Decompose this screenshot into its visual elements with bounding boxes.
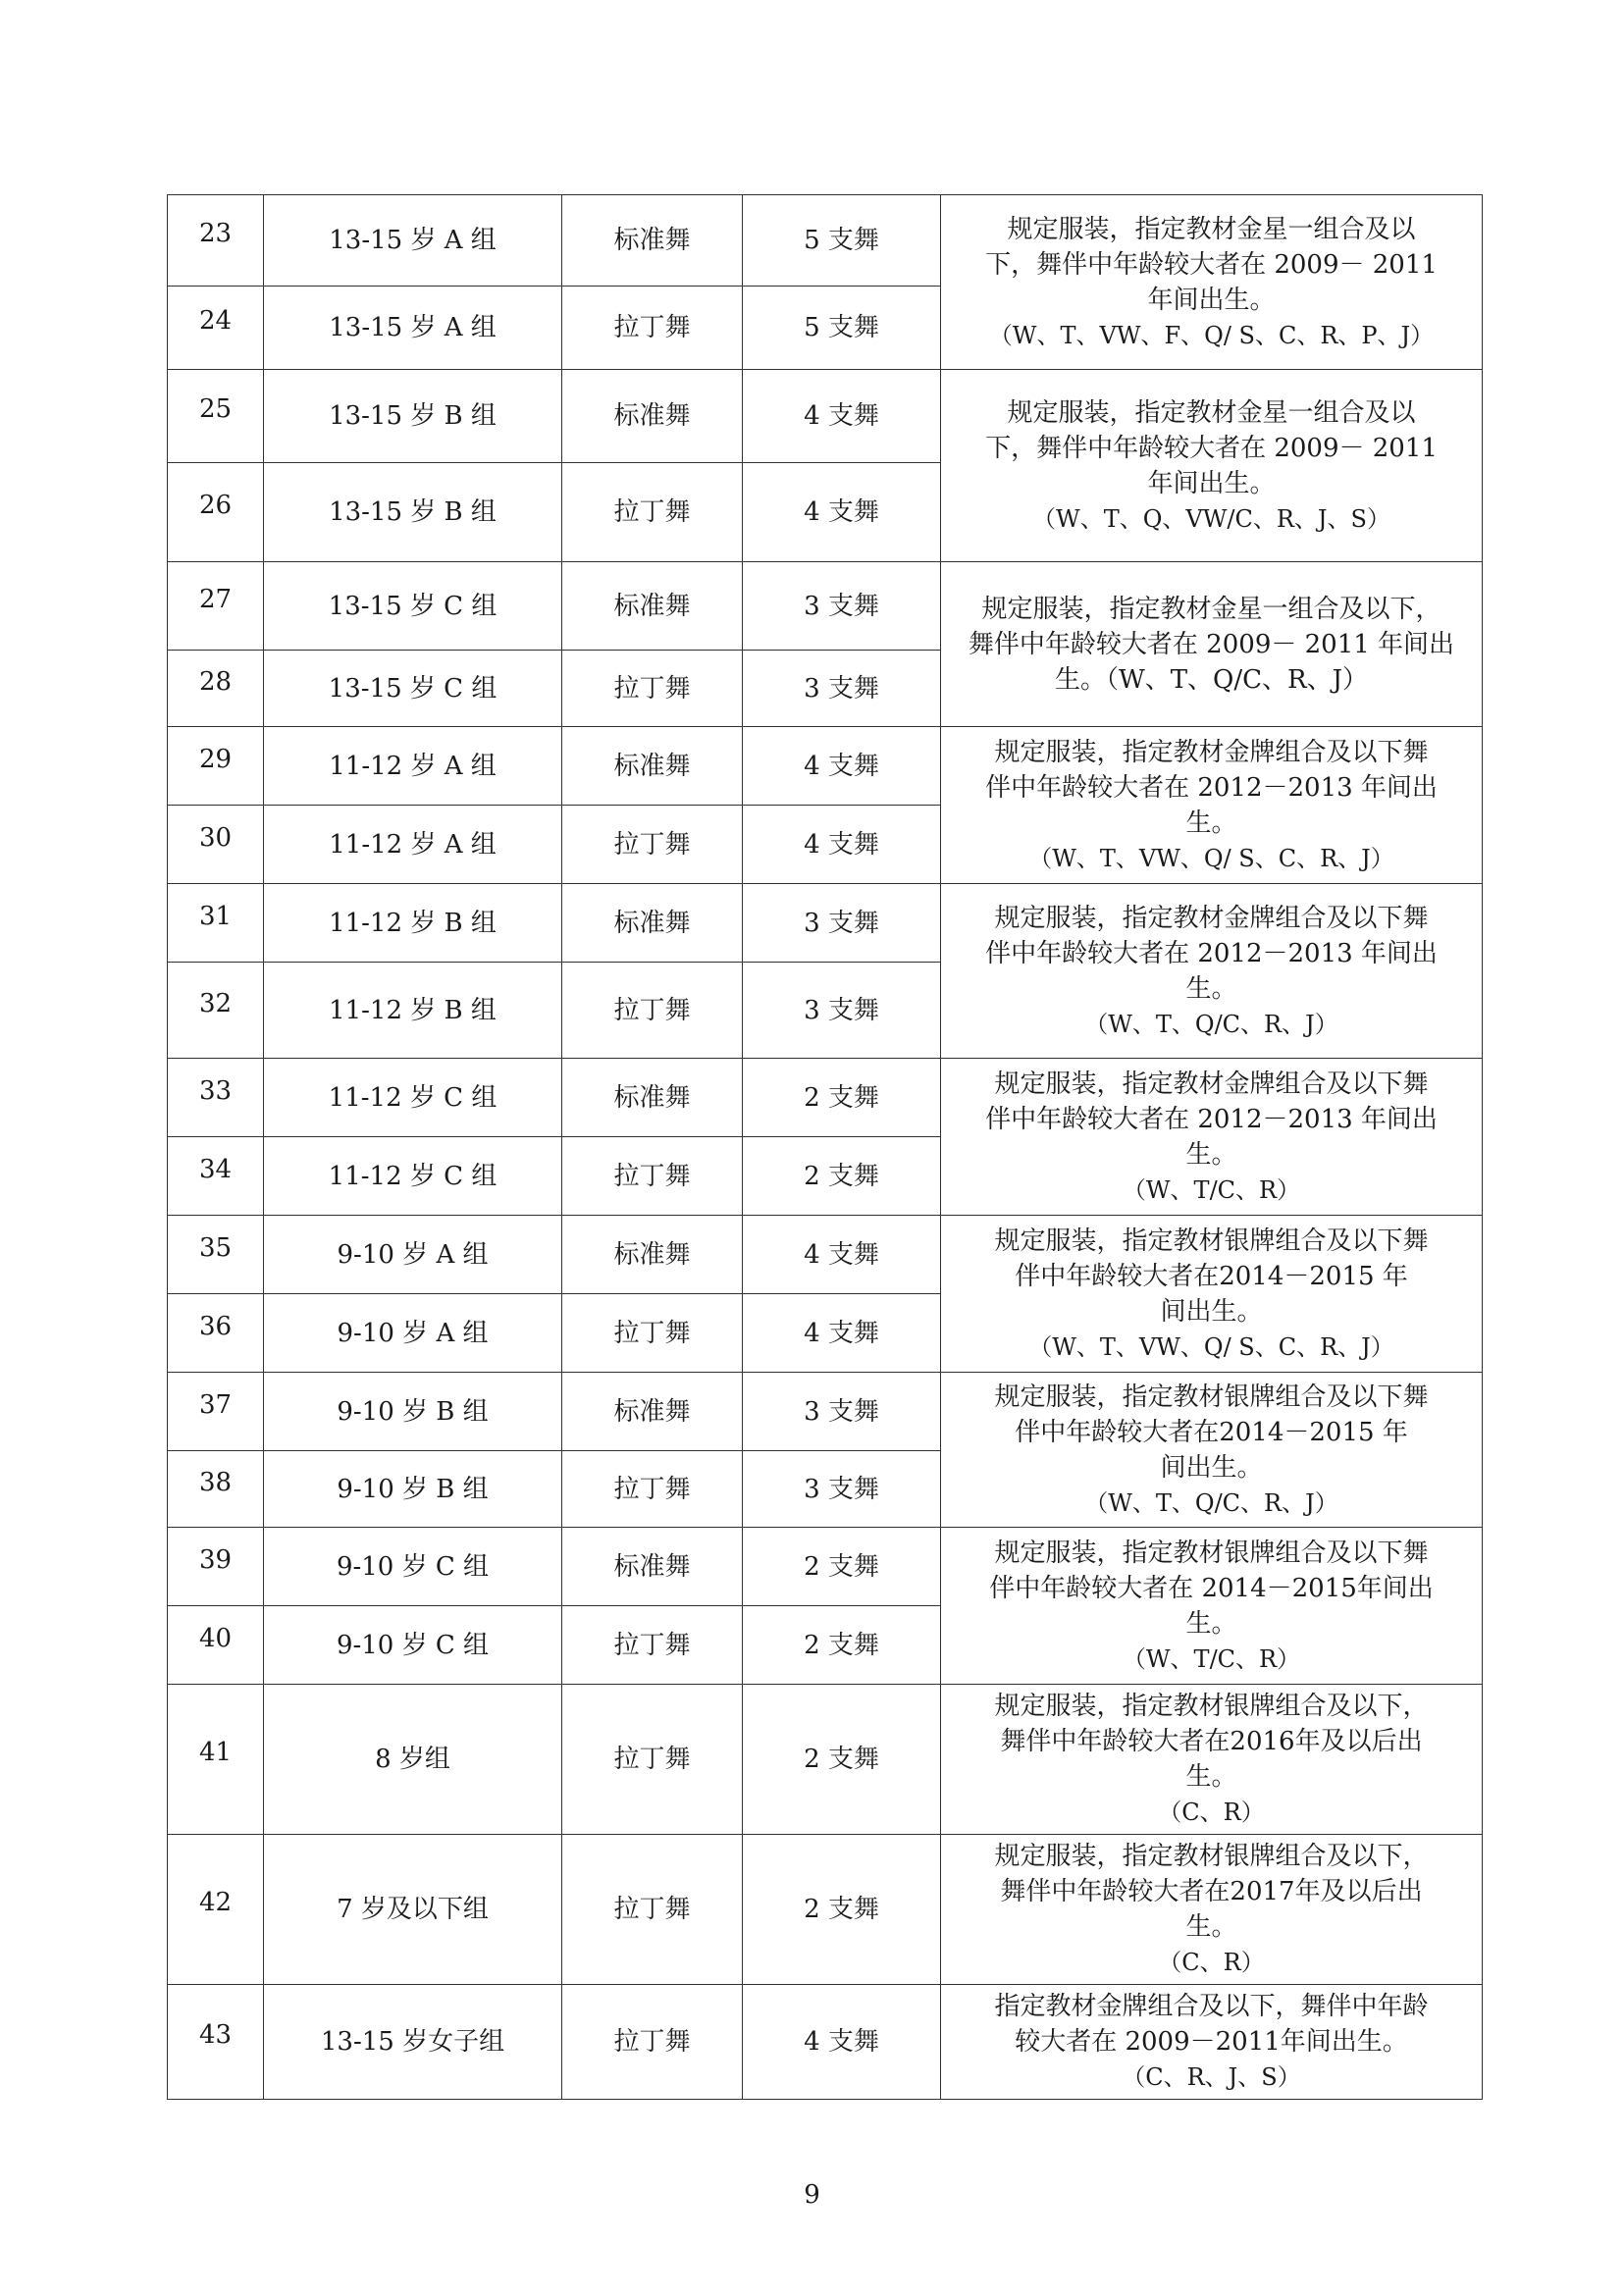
dance-codes: （W、T、Q/C、R、J） xyxy=(1084,1010,1338,1038)
table-row xyxy=(168,727,1483,806)
dance-count: 4 支舞 xyxy=(743,806,941,884)
dance-codes: （C、R） xyxy=(1158,1949,1265,1976)
row-number: 43 xyxy=(168,1985,264,2100)
age-group: 11-12 岁 B 组 xyxy=(264,884,562,963)
dance-type: 拉丁舞 xyxy=(562,1835,743,1985)
dance-count: 2 支舞 xyxy=(743,1606,941,1685)
note-line: 伴中年龄较大者在2014－2015 年 xyxy=(1015,1261,1408,1291)
note-line: 生。 xyxy=(1185,808,1237,838)
note-line: 年间出生。 xyxy=(1147,468,1276,498)
age-group: 13-15 岁 B 组 xyxy=(264,370,562,463)
row-number: 35 xyxy=(168,1216,264,1294)
row-number: 28 xyxy=(168,651,264,727)
dance-type: 拉丁舞 xyxy=(562,463,743,562)
dance-type: 标准舞 xyxy=(562,195,743,287)
row-number: 23 xyxy=(168,195,264,287)
dance-type: 标准舞 xyxy=(562,370,743,463)
age-group: 11-12 岁 B 组 xyxy=(264,963,562,1059)
note-line: 规定服装，指定教材金星一组合及以 xyxy=(1007,214,1416,244)
requirements-note xyxy=(941,1059,1483,1216)
age-group: 13-15 岁 B 组 xyxy=(264,463,562,562)
age-group: 13-15 岁 C 组 xyxy=(264,562,562,651)
dance-count: 4 支舞 xyxy=(743,1294,941,1373)
note-line: 生。 xyxy=(1185,1912,1237,1942)
dance-codes: （C、R、J、S） xyxy=(1122,2063,1301,2091)
page-number: 9 xyxy=(804,2180,820,2210)
age-group: 8 岁组 xyxy=(264,1685,562,1835)
table-row xyxy=(168,1685,1483,1835)
note-line: 下，舞伴中年龄较大者在 2009－ 2011 xyxy=(985,433,1438,463)
dance-codes: （W、T、Q、VW/C、R、J、S） xyxy=(1032,504,1390,533)
requirements-note xyxy=(941,1685,1483,1835)
age-group: 13-15 岁女子组 xyxy=(264,1985,562,2100)
note-line: 规定服装，指定教材银牌组合及以下舞 xyxy=(994,1226,1429,1256)
note-line: 伴中年龄较大者在 2012－2013 年间出 xyxy=(985,938,1438,968)
table-row xyxy=(168,1373,1483,1451)
dance-type: 拉丁舞 xyxy=(562,1294,743,1373)
note-line: 伴中年龄较大者在 2012－2013 年间出 xyxy=(985,1104,1438,1134)
age-group: 13-15 岁 C 组 xyxy=(264,651,562,727)
row-number: 37 xyxy=(168,1373,264,1451)
table-row xyxy=(168,1528,1483,1606)
note-line: 规定服装，指定教材金星一组合及以下， xyxy=(981,594,1441,624)
row-number: 26 xyxy=(168,463,264,562)
age-group: 9-10 岁 B 组 xyxy=(264,1373,562,1451)
dance-type: 标准舞 xyxy=(562,1059,743,1137)
row-number: 33 xyxy=(168,1059,264,1137)
row-number: 30 xyxy=(168,806,264,884)
age-group: 9-10 岁 A 组 xyxy=(264,1294,562,1373)
note-line: 规定服装，指定教材银牌组合及以下， xyxy=(994,1842,1429,1871)
age-group: 9-10 岁 C 组 xyxy=(264,1528,562,1606)
age-group: 9-10 岁 A 组 xyxy=(264,1216,562,1294)
requirements-note xyxy=(941,1373,1483,1528)
age-group: 11-12 岁 A 组 xyxy=(264,727,562,806)
row-number: 27 xyxy=(168,562,264,651)
requirements-note xyxy=(941,1985,1483,2100)
note-line: 规定服装，指定教材金牌组合及以下舞 xyxy=(994,903,1429,933)
dance-type: 拉丁舞 xyxy=(562,1451,743,1528)
dance-count: 2 支舞 xyxy=(743,1528,941,1606)
age-group: 11-12 岁 A 组 xyxy=(264,806,562,884)
note-line: 规定服装，指定教材金牌组合及以下舞 xyxy=(994,737,1429,767)
note-line: 间出生。 xyxy=(1160,1296,1263,1327)
note-line: 伴中年龄较大者在 2014－2015年间出 xyxy=(989,1573,1434,1603)
dance-count: 3 支舞 xyxy=(743,1451,941,1528)
dance-type: 拉丁舞 xyxy=(562,1685,743,1835)
note-line: 规定服装，指定教材金牌组合及以下舞 xyxy=(994,1069,1429,1099)
dance-count: 2 支舞 xyxy=(743,1059,941,1137)
row-number: 29 xyxy=(168,727,264,806)
dance-count: 5 支舞 xyxy=(743,195,941,287)
dance-count: 3 支舞 xyxy=(743,651,941,727)
note-line: 伴中年龄较大者在 2012－2013 年间出 xyxy=(985,772,1438,803)
note-line: 舞伴中年龄较大者在2016年及以后出 xyxy=(1000,1727,1423,1756)
table-row xyxy=(168,195,1483,287)
note-line: 下，舞伴中年龄较大者在 2009－ 2011 xyxy=(985,249,1438,280)
note-line: 规定服装，指定教材银牌组合及以下， xyxy=(994,1692,1429,1721)
note-line: 规定服装，指定教材金星一组合及以 xyxy=(1007,397,1416,428)
note-line: 规定服装，指定教材银牌组合及以下舞 xyxy=(994,1538,1429,1568)
dance-type: 拉丁舞 xyxy=(562,963,743,1059)
requirements-note xyxy=(941,727,1483,884)
dance-codes: （W、T、VW、Q/ S、C、R、J） xyxy=(1028,844,1394,872)
table-row xyxy=(168,1835,1483,1985)
age-group: 9-10 岁 B 组 xyxy=(264,1451,562,1528)
row-number: 36 xyxy=(168,1294,264,1373)
row-number: 31 xyxy=(168,884,264,963)
requirements-note xyxy=(941,370,1483,562)
dance-type: 拉丁舞 xyxy=(562,1137,743,1216)
dance-codes: （W、T、VW、F、Q/ S、C、R、P、J） xyxy=(988,321,1435,349)
table-row xyxy=(168,562,1483,651)
note-line: 生。 xyxy=(1185,1762,1237,1792)
age-group: 13-15 岁 A 组 xyxy=(264,195,562,287)
requirements-note xyxy=(941,1835,1483,1985)
dance-count: 2 支舞 xyxy=(743,1137,941,1216)
requirements-note xyxy=(941,1528,1483,1685)
note-line: 舞伴中年龄较大者在 2009－ 2011 年间出 xyxy=(968,629,1455,659)
note-line: 伴中年龄较大者在2014－2015 年 xyxy=(1015,1417,1408,1447)
note-line: 间出生。 xyxy=(1160,1452,1263,1483)
age-group: 13-15 岁 A 组 xyxy=(264,287,562,370)
dance-codes: （W、T/C、R） xyxy=(1122,1175,1301,1204)
dance-count: 3 支舞 xyxy=(743,963,941,1059)
requirements-note xyxy=(941,195,1483,370)
age-group: 7 岁及以下组 xyxy=(264,1835,562,1985)
note-line: 舞伴中年龄较大者在2017年及以后出 xyxy=(1000,1877,1423,1906)
requirements-note xyxy=(941,562,1483,727)
note-line: 年间出生。 xyxy=(1147,285,1276,315)
row-number: 34 xyxy=(168,1137,264,1216)
age-group: 11-12 岁 C 组 xyxy=(264,1059,562,1137)
row-number: 40 xyxy=(168,1606,264,1685)
dance-type: 拉丁舞 xyxy=(562,806,743,884)
dance-codes: （W、T、VW、Q/ S、C、R、J） xyxy=(1028,1332,1394,1361)
dance-type: 标准舞 xyxy=(562,1216,743,1294)
dance-count: 3 支舞 xyxy=(743,1373,941,1451)
note-line: 较大者在 2009－2011年间出生。 xyxy=(1015,2027,1408,2057)
row-number: 32 xyxy=(168,963,264,1059)
table-row xyxy=(168,1216,1483,1294)
dance-type: 拉丁舞 xyxy=(562,1606,743,1685)
dance-count: 2 支舞 xyxy=(743,1685,941,1835)
dance-codes: （W、T、Q/C、R、J） xyxy=(1084,1488,1338,1517)
table-row xyxy=(168,884,1483,963)
dance-count: 4 支舞 xyxy=(743,1985,941,2100)
note-line: 生。 xyxy=(1185,973,1237,1004)
table-row xyxy=(168,1985,1483,2100)
dance-type: 标准舞 xyxy=(562,562,743,651)
note-line: 生。 xyxy=(1185,1608,1237,1639)
row-number: 25 xyxy=(168,370,264,463)
row-number: 39 xyxy=(168,1528,264,1606)
requirements-note xyxy=(941,1216,1483,1373)
note-line: 规定服装，指定教材银牌组合及以下舞 xyxy=(994,1382,1429,1412)
age-group: 11-12 岁 C 组 xyxy=(264,1137,562,1216)
dance-type: 拉丁舞 xyxy=(562,1985,743,2100)
age-group: 9-10 岁 C 组 xyxy=(264,1606,562,1685)
requirements-note xyxy=(941,884,1483,1059)
table-row xyxy=(168,370,1483,463)
dance-type: 标准舞 xyxy=(562,727,743,806)
dance-count: 3 支舞 xyxy=(743,562,941,651)
note-line: 指定教材金牌组合及以下，舞伴中年龄 xyxy=(994,1992,1429,2021)
row-number: 41 xyxy=(168,1685,264,1835)
row-number: 24 xyxy=(168,287,264,370)
dance-count: 4 支舞 xyxy=(743,370,941,463)
dance-count: 5 支舞 xyxy=(743,287,941,370)
dance-count: 4 支舞 xyxy=(743,1216,941,1294)
note-line: 生。（W、T、Q/C、R、J） xyxy=(1054,664,1369,695)
table-row xyxy=(168,1059,1483,1137)
dance-type: 标准舞 xyxy=(562,1528,743,1606)
dance-type: 拉丁舞 xyxy=(562,651,743,727)
note-line: 生。 xyxy=(1185,1139,1237,1170)
dance-count: 4 支舞 xyxy=(743,727,941,806)
dance-codes: （W、T/C、R） xyxy=(1122,1644,1301,1673)
dance-codes: （C、R） xyxy=(1158,1799,1265,1826)
dance-type: 标准舞 xyxy=(562,884,743,963)
dance-count: 2 支舞 xyxy=(743,1835,941,1985)
competition-table xyxy=(167,194,1483,2100)
dance-type: 拉丁舞 xyxy=(562,287,743,370)
dance-count: 3 支舞 xyxy=(743,884,941,963)
dance-type: 标准舞 xyxy=(562,1373,743,1451)
row-number: 42 xyxy=(168,1835,264,1985)
dance-count: 4 支舞 xyxy=(743,463,941,562)
row-number: 38 xyxy=(168,1451,264,1528)
